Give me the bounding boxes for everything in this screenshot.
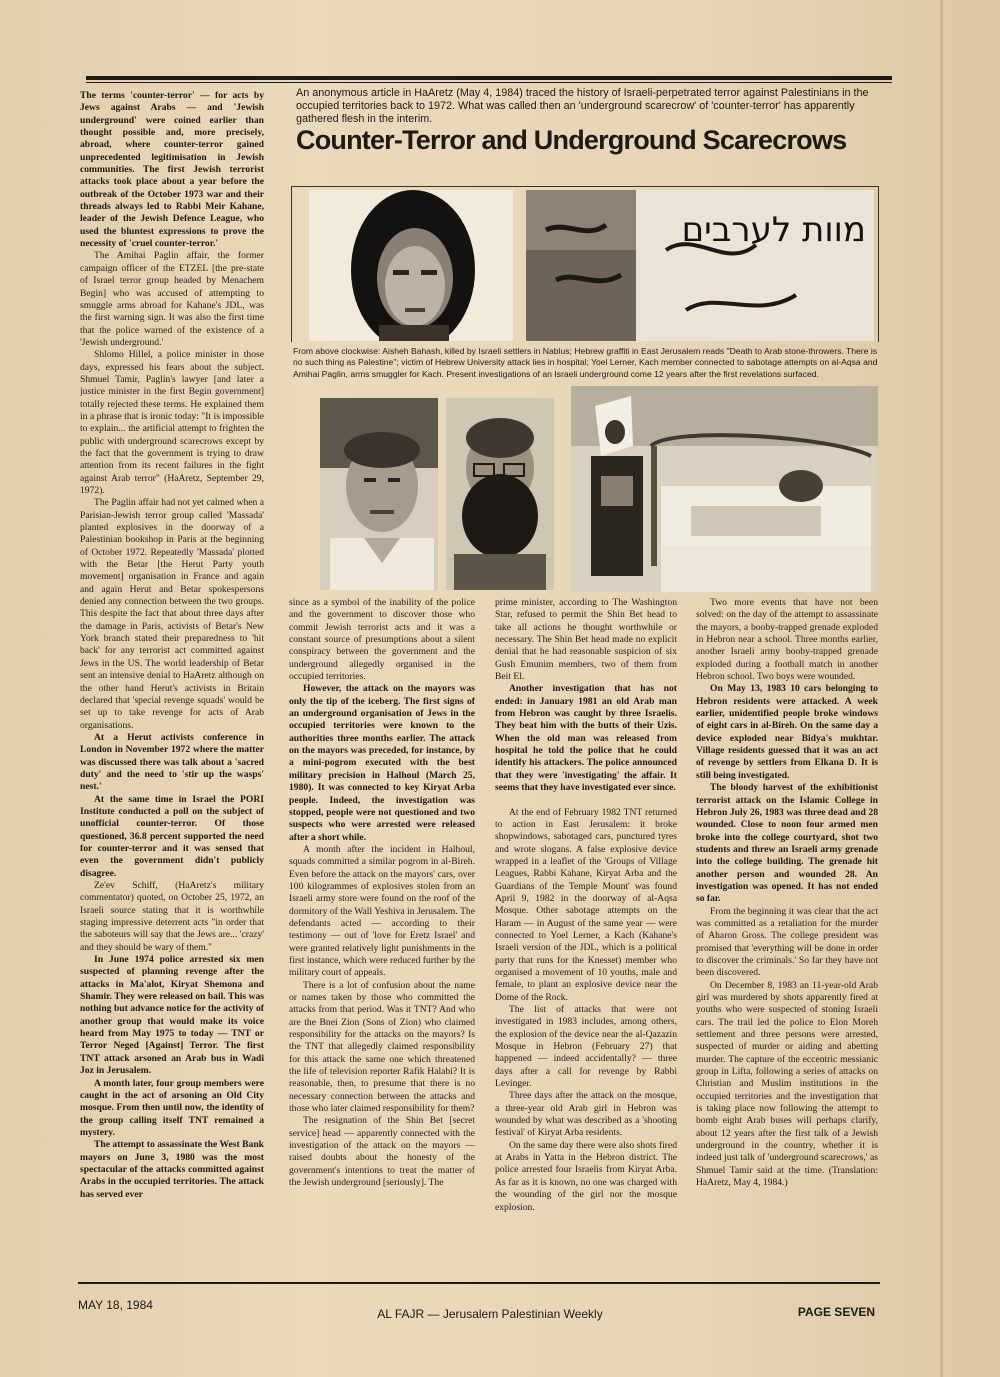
- paragraph: At the end of February 1982 TNT returned to action in East Jerusalem: it broke shopwindows, sabotaged cars, punctured tyres and wrote slogans. A false explosive device wrapped in a leaflet of the 'Groups of Village Leagues, Rabbi Kahane, Kiryat Arba and the Guardians of the Temple Mount' was found April 9, 1982 in the doorway of al-Aqsa Mosque. Other sabotage attempts on the Haram — in August of the same year — were connected to Yoel Lerner, a Kach (Kahane's Israeli version of the JDL, which is a political party that runs for the Knesset) member who organised a movement of 10 youths, male and female, to plant an explosive device near the Dome of the Rock.: [495, 806, 677, 1003]
- paragraph: Another investigation that has not ended: in January 1981 an old Arab man from Hebron was caught by three Israelis. They beat him with the butts of their Uzis. When the old man was released from hospital he told the police that he could identify his attackers. The police announced that they were 'investigating' the affair. It seems that they have investigated ever since.: [495, 683, 677, 794]
- footer-date: MAY 18, 1984: [78, 1298, 153, 1312]
- photo-hospital-victim: [571, 386, 878, 592]
- paragraph: The resignation of the Shin Bet [secret service] head — apparently connected with the investigation of the attack on the mayors — raised doubts about the honesty of the government's intentions to treat the matter of the Jewish underground [seriously]. The: [289, 1115, 475, 1189]
- paragraph: The bloody harvest of the exhibitionist terrorist attack on the Islamic College in Hebron July 26, 1983 was three dead and 28 wounded. Close to noon four armed men broke into the college courtyard, shot two students and threw an Israeli army grenade into the college building. The grenade hit another person and wounded 28. An investigation was opened. It has not ended so far.: [696, 782, 878, 905]
- paragraph: From the beginning it was clear that the act was committed as a retaliation for the murder of Aharon Gross. The college president was promised that 'everything will be done in order to discover the criminals.' So far they have not been discovered.: [696, 905, 878, 979]
- paragraph: In June 1974 police arrested six men suspected of planning revenge after the attacks in Ma'alot, Kiryat Shemona and Shamir. They were released on bail. This was nothing but advance notice for the activity of another group that would make its voice heard from May 1975 to today — TNT or Terror Neged [Against] Terror. The first TNT attack arsoned an Arab bus in Wadi Joz in Jerusalem.: [80, 954, 264, 1077]
- paragraph: However, the attack on the mayors was only the tip of the iceberg. The first signs of an underground organisation of Jews in the occupied territories were known to the authorities three months earlier. The attack on the mayors was preceded, for instance, by a mini-pogrom executed with the best military precision in Halhoul (March 25, 1980). It was connected to key Kiryat Arba people. Indeed, the investigation was stopped, people were not questioned and two suspects who were arrested were released after a short while.: [289, 683, 475, 843]
- article-column-3: [495, 597, 677, 1281]
- paragraph: At the same time in Israel the PORI Institute conducted a poll on the subject of unofficial counter-terror. Of those questioned, 36.8 percent supported the need for counter-terror and it was sensed that even the government didn't publicly disagree.: [80, 793, 264, 879]
- photo-frame-left: [291, 186, 292, 342]
- photo-yoel-lerner: [446, 398, 554, 590]
- paragraph: The Paglin affair had not yet calmed when a Parisian-Jewish terror group called 'Massada' planted explosives in the doorway of a Palestinian bookshop in Paris at the beginning of October 1972. Repeatedly 'Massada' plotted with the Betar [the Herut Party youth movement] organisation in France and again and again Herut and Betar spokespersons denied any connection between the two groups. This despite the fact that about three days after the damage in Paris, activists of Betar's New York branch stated their preparedness to 'hit back' for any terrorist act committed against Jews in the US. The world leadership of Betar sent an intensive denial to HaAretz although on the other hand Herut's activists in Britain declared that 'special revenge squads' would be set up to take revenge for acts of Arab organisations.: [80, 497, 264, 731]
- paragraph: since as a symbol of the inability of the police and the government to discover those who commit Jewish terrorist acts and it was a constant source of presumptions about a silent conspiracy between the government and the underground allegedly organised in the occupied territories.: [289, 597, 475, 683]
- bottom-rule: [78, 1282, 880, 1284]
- paragraph: The attempt to assassinate the West Bank mayors on June 3, 1980 was the most spectacular of the attacks committed against Arabs in the occupied territories. The attack has served ever: [80, 1139, 264, 1200]
- paragraph: Shlomo Hillel, a police minister in those days, expressed his fears about the subject. Shmuel Tamir, Paglin's lawyer [and later a justice minister in the first Begin government] totally rejected these terms. He explained them in a phrase that is ironic today: "It is impossible to explain... the artificial attempt to frighten the public with underground scarecrows except by the fact that the government is trying to draw attention from its recent failures in the fight against Arab terror" (HaAretz, September 29, 1972).: [80, 349, 264, 496]
- footer-page-number: PAGE SEVEN: [797, 1305, 875, 1319]
- photo-amihai-paglin: [320, 398, 438, 590]
- portrait-bearded-man-image: [446, 398, 554, 590]
- paragraph: On May 13, 1983 10 cars belonging to Hebron residents were attacked. A week earlier, unidentified people broke windows of eight cars in al-Bireh. On the same day a device exploded near Bidya's mukhtar. Village residents guessed that it was an act of revenge by settlers from Elkana D. It is still being investigated.: [696, 683, 878, 781]
- headline: Counter-Terror and Underground Scarecrows: [296, 125, 847, 155]
- photo-frame-top: [291, 186, 879, 187]
- photo-caption: From above clockwise: Aisheh Bahash, killed by Israeli settlers in Nablus; Hebrew graffiti in East Jerusalem reads "Death to Arab stone-throwers. There is no such thing as Palestine"; victim of Hebrew University attack lies in hospital; Yoel Lerner, Kach member connected to sabotage attempts on al-Aqsa and Amihai Paglin, arms smuggler for Kach. Present investigations of an Israeli underground come 12 years after the first revelations surfaced.: [293, 346, 878, 379]
- paragraph: The Amihai Paglin affair, the former campaign officer of the ETZEL [the pre-state of Israel terror group headed by Menachem Begin] who was accused of attempting to smuggle arms abroad for Kahane's JDL, was the first warning sign. It was also the first time that the police warned of the existence of a 'Jewish underground.': [80, 250, 264, 348]
- paragraph: Ze'ev Schiff, (HaAretz's military commentator) quoted, on October 25, 1972, an Israeli source stating that it is worthwhile staging impressive deterrent acts "in order that the saboteurs will say that the Jews are... 'crazy' and they should be wary of them.": [80, 880, 264, 953]
- footer-publication: AL FAJR — Jerusalem Palestinian Weekly: [377, 1307, 603, 1321]
- photo-frame-right: [878, 186, 879, 342]
- article-column-4: [696, 597, 878, 1281]
- paragraph: prime minister, according to The Washington Star, refused to permit the Shin Bet head to take all actions he thought worthwhile or necessary. The Shin Bet head made no explicit denial that he had reasonable suspicion of six Gush Emunim members, two of them from Beit El.: [495, 597, 677, 683]
- page-fold: [940, 0, 943, 1377]
- paragraph: Three days after the attack on the mosque, a three-year old Arab girl in Hebron was wounded by what was described as a 'shooting festival' of Kiryat Arba residents.: [495, 1090, 677, 1139]
- paragraph: On December 8, 1983 an 11-year-old Arab girl was murdered by shots apparently fired at youths who were suspected of stoning Israeli cars. The trail led the police to Elon Moreh settlement and three persons were arrested, suspected of murder or aiding and abetting murder. The capture of the eccentric messianic group in Lifta, following a series of attacks on Christian and Muslim institutions in the occupied territories and the investigation that is taking place now following the attempt to bomb eight Arab buses will perhaps clarify, about 12 years after the first talk of a Jewish underground in the country, whether it is indeed just talk of 'underground scarecrows,' as Shmuel Tamir said at the time. (Translation: HaAretz, May 4, 1984.): [696, 979, 878, 1189]
- hospital-bed-image: [571, 386, 878, 592]
- paragraph: A month after the incident in Halhoul, squads committed a similar pogrom in al-Bireh. Even before the attack on the mayors' cars, over 100 kilogrammes of explosives stolen from an Israeli army store were found on the roof of the dormitory of the Wall Yeshiva in Jerusalem. The defendants acted — according to their testimony — out of 'love for Eretz Israel' and were granted relatively light punishments in the first instance, which were reduced further by the military court of appeals.: [289, 843, 475, 979]
- article-column-1: [80, 90, 264, 1278]
- paragraph: A month later, four group members were caught in the act of arsoning an Old City mosque. From then until now, the identity of the group calling itself TNT remained a mystery.: [80, 1077, 264, 1138]
- article-column-2: [289, 597, 475, 1281]
- paragraph: On the same day there were also shots fired at Arabs in Yatta in the Hebron district. The police arrested four Israelis from Kiryat Arba. As far as it is known, no one was charged with the wounding of the girl nor the mosque explosion.: [495, 1139, 677, 1213]
- portrait-man-image: [320, 398, 438, 590]
- paragraph: At a Herut activists conference in London in November 1972 where the matter was discussed there was talk about a 'sacred duty' and the need to 'stir up the wasps' nest.': [80, 731, 264, 793]
- portrait-woman-image: [309, 190, 513, 341]
- top-rule-thin: [86, 82, 892, 83]
- graffiti-text: מוות לערבים: [681, 210, 866, 250]
- top-rule-thick: [86, 76, 892, 80]
- paragraph: The terms 'counter-terror' — for acts by Jews against Arabs — and 'Jewish underground' were coined earlier than thought possible and, more precisely, abroad, where counter-terror gained unprecedented legitimisation in Jewish communities. The first Jewish terrorist attacks took place about a year before the outbreak of the October 1973 war and their threads always led to Rabbi Meir Kahane, leader of the Jewish Defence League, who used the bluntest expressions to prove the necessity of 'cruel counter-terror.': [80, 90, 264, 250]
- photo-aisheh-bahash: [309, 190, 513, 341]
- paragraph: There is a lot of confusion about the name or names taken by those who committed the attacks from that period. Was it TNT? And who are the Bnei Zion (Sons of Zion) who claimed responsibility for the attacks on the mayors? Is the TNT that allegedly claimed responsibility for this attack the same one which threatened the life of television reporter Rafik Halabi? It is reasonable, then, to presume that there is no necessary connection between the attacks and those who later claimed responsibility for them?: [289, 979, 475, 1115]
- paragraph: The list of attacks that were not investigated in 1983 includes, among others, the explosion of the device near the al-Qazazin Mosque in Hebron (February 27) that happened — indeed accidentally? — three days after a call for revenge by Rabbi Levinger.: [495, 1004, 677, 1090]
- photo-hebrew-graffiti: [526, 190, 874, 341]
- paragraph: Two more events that have not been solved: on the day of the attempt to assassinate the mayors, a booby-trapped grenade exploded in Hebron near a school. Three months earlier, another Israeli army booby-trapped grenade exploded during a football match in another Hebron school. Two boys were wounded.: [696, 597, 878, 683]
- article-intro: An anonymous article in HaAretz (May 4, 1984) traced the history of Israeli-perpetrated terror against Palestinians in the occupied territories back to 1972. What was called then an 'underground scarecrow' of 'counter-terror' has apparently gathered flesh in the interim.: [296, 87, 869, 126]
